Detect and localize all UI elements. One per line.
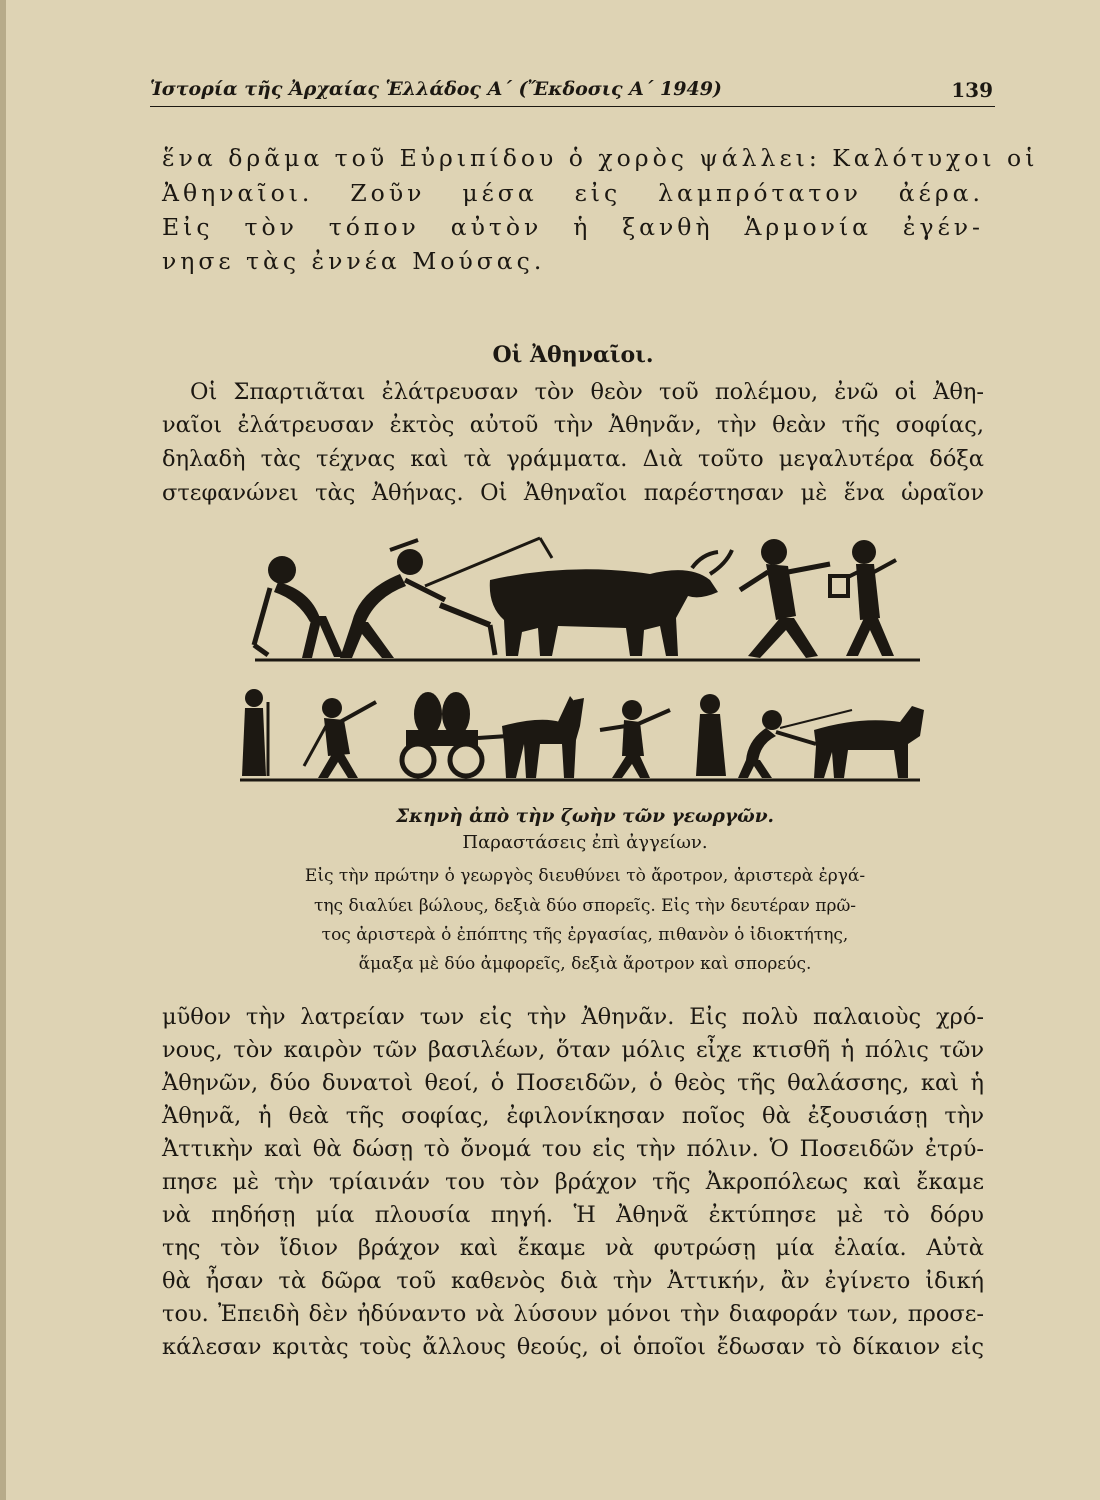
clod-breaker-figure xyxy=(254,556,344,658)
paragraph-line-1: Οἱ Σπαρτιᾶται ἐλάτρευσαν τὸν θεὸν τοῦ πολέμου, ἐνῶ οἱ Ἀθη- xyxy=(190,379,984,405)
paragraph-line-3: δηλαδὴ τὰς τέχνας καὶ τὰ γράμματα. Διὰ τοῦτο μεγαλυτέρα δόξα xyxy=(162,446,984,472)
continuation-line-2: νους, τὸν καιρὸν τῶν βασιλέων, ὅταν μόλις εἶχε κτισθῆ ἡ πόλις τῶν xyxy=(162,1037,984,1063)
continuation-line-10: του. Ἐπειδὴ δὲν ἠδύναντο νὰ λύσουν μόνοι τὴν διαφοράν των, προσε- xyxy=(162,1301,984,1327)
oxen-figure xyxy=(490,550,732,656)
paragraph-line-4: στεφανώνει τὰς Ἀθήνας. Οἱ Ἀθηναῖοι παρέστησαν μὲ ἕνα ὡραῖον xyxy=(162,480,984,506)
wagon-with-amphorae xyxy=(402,692,508,776)
sower-figure xyxy=(740,539,830,658)
continuation-line-8: της τὸν ἴδιον βράχον καὶ ἔκαμε νὰ φυτρώσῃ μία ἐλαία. Αὐτὰ xyxy=(162,1235,984,1261)
overseer-figure xyxy=(242,689,268,776)
figure-caption-line-3: τος ἀριστερὰ ὁ ἐπόπτης τῆς ἐργασίας, πιθανὸν ὁ ἰδιοκτήτης, xyxy=(321,925,849,945)
lower-frieze xyxy=(240,689,924,780)
figure-caption-line-1: Εἰς τὴν πρώτην ὁ γεωργὸς διευθύνει τὸ ἄροτρον, ἀριστερὰ ἐργά- xyxy=(304,866,866,886)
driver-figure xyxy=(600,700,670,778)
continuation-line-1: μῦθον τὴν λατρείαν των εἰς τὴν Ἀθηνᾶν. Εἰς πολὺ παλαιοὺς χρό- xyxy=(162,1004,984,1030)
intro-line-2: Ἀθηναῖοι. Ζοῦν μέσα εἰς λαμπρότατον ἀέρα. xyxy=(162,179,984,207)
intro-line-3: Εἰς τὸν τόπον αὐτὸν ἡ ξανθὴ Ἁρμονία ἐγέν- xyxy=(162,213,984,241)
upper-frieze xyxy=(254,538,920,660)
mules-figure xyxy=(502,696,584,778)
page-number: 139 xyxy=(951,78,993,102)
figure-caption-subtitle: Παραστάσεις ἐπὶ ἀγγείων. xyxy=(462,832,708,853)
continuation-line-4: Ἀθηνᾶ, ἡ θεὰ τῆς σοφίας, ἐφιλονίκησαν ποῖος θὰ ἐξουσιάσῃ τὴν xyxy=(162,1103,984,1129)
continuation-line-11: κάλεσαν κριτὰς τοὺς ἄλλους θεούς, οἱ ὁποῖοι ἔδωσαν τὸ δίκαιον εἰς xyxy=(162,1334,984,1360)
continuation-line-6: πησε μὲ τὴν τρίαινάν του τὸν βράχον τῆς Ἀκροπόλεως καὶ ἔκαμε xyxy=(162,1169,984,1195)
standing-sower-figure xyxy=(696,694,726,776)
paragraph-line-2: ναῖοι ἐλάτρευσαν ἐκτὸς αὐτοῦ τὴν Ἀθηνᾶν, τὴν θεὰν τῆς σοφίας, xyxy=(162,412,984,438)
hoe-worker-figure xyxy=(304,698,376,778)
continuation-line-5: Ἀττικὴν καὶ θὰ δώσῃ τὸ ὄνομά του εἰς τὴν πόλιν. Ὁ Ποσειδῶν ἐτρύ- xyxy=(162,1136,984,1162)
section-heading: Οἱ Ἀθηναῖοι. xyxy=(492,342,654,368)
figure-caption-line-4: ἅμαξα μὲ δύο ἀμφορεῖς, δεξιὰ ἄροτρον καὶ σπορεύς. xyxy=(358,954,812,974)
basket-sower-figure xyxy=(830,540,896,656)
continuation-line-3: Ἀθηνῶν, δύο δυνατοὶ θεοί, ὁ Ποσειδῶν, ὁ θεὸς τῆς θαλάσσης, καὶ ἡ xyxy=(162,1070,984,1096)
running-header-title: Ἱστορία τῆς Ἀρχαίας Ἑλλάδος Α΄ (Ἔκδοσις Α΄ 1949) xyxy=(150,78,722,100)
figure-caption-title: Σκηνὴ ἀπὸ τὴν ζωὴν τῶν γεωργῶν. xyxy=(396,806,774,827)
lower-oxen-figure xyxy=(814,706,924,778)
continuation-line-7: νὰ πηδήσῃ μία πλουσία πηγή. Ἡ Ἀθηνᾶ ἐκτύπησε μὲ τὸ δόρυ xyxy=(162,1202,984,1228)
running-header xyxy=(150,76,995,107)
figure-caption-line-2: της διαλύει βώλους, δεξιὰ δύο σπορεῖς. Εἰς τὴν δευτέραν πρῶ- xyxy=(313,896,857,916)
intro-line-4: νησε τὰς ἐννέα Μούσας. xyxy=(162,247,546,275)
intro-line-1: ἕνα δρᾶμα τοῦ Εὐριπίδου ὁ χορὸς ψάλλει: Καλότυχοι οἱ xyxy=(162,144,1039,172)
continuation-line-9: θὰ ἦσαν τὰ δῶρα τοῦ καθενὸς διὰ τὴν Ἀττικήν, ἂν ἐγίνετο ἰδική xyxy=(162,1268,984,1294)
page-edge xyxy=(0,0,6,1500)
farmers-vase-illustration xyxy=(240,530,930,785)
